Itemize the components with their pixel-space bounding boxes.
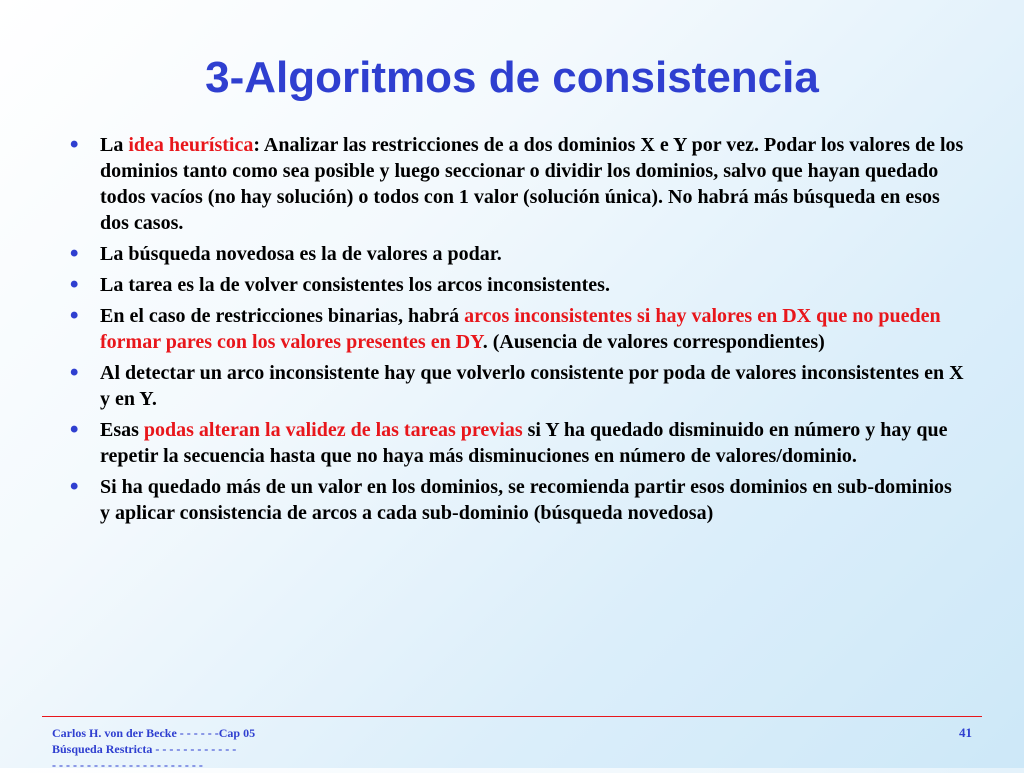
bullet-text: En el caso de restricciones binarias, habrá: [100, 305, 465, 327]
footer-line-2: Búsqueda Restricta - - - - - - - - - - - -: [52, 742, 237, 756]
bullet-item: [70, 417, 965, 469]
footer-credits: [52, 725, 382, 773]
bullet-dot-icon: •: [70, 359, 79, 386]
footer-line-1: Carlos H. von der Becke - - - - - -Cap 05: [52, 726, 256, 740]
footer-divider: [42, 716, 982, 717]
highlighted-text: podas alteran la validez de las tareas previas: [143, 419, 523, 441]
bullet-item: [70, 360, 965, 412]
bullet-dot-icon: •: [70, 271, 79, 298]
bullet-text: si Y ha quedado disminuido en número y hay que repetir la secuencia hasta que no haya más disminuciones en número de valores/dominio.: [100, 419, 948, 467]
bullet-dot-icon: •: [70, 240, 79, 267]
bullet-text: La tarea es la de volver consistentes los arcos inconsistentes.: [100, 274, 610, 296]
bullet-text: : Analizar las restricciones de a dos dominios X e Y por vez. Podar los valores de los dominios tanto como sea posible y luego seccionar o dividir los dominios, salvo que hayan quedado todos vacíos (no hay solución) o todos con 1 valor (solución única). No habrá más búsqueda en esos dos casos.: [100, 134, 964, 234]
bullet-item: [70, 303, 965, 355]
bullet-dot-icon: •: [70, 131, 79, 158]
bullet-text: La: [100, 134, 129, 156]
bullet-dot-icon: •: [70, 473, 79, 500]
bullet-item: [70, 241, 965, 267]
bullet-item: [70, 474, 965, 526]
bullet-text: La búsqueda novedosa es la de valores a podar.: [100, 243, 502, 265]
bullet-text: Si ha quedado más de un valor en los dominios, se recomienda partir esos dominios en sub-dominios y aplicar consistencia de arcos a cada sub-dominio (búsqueda novedosa): [100, 476, 952, 524]
slide-title: 3-Algoritmos de consistencia: [205, 53, 819, 102]
bullet-text: Al detectar un arco inconsistente hay que volverlo consistente por poda de valores inconsistentes en X y en Y.: [100, 362, 964, 410]
bullet-dot-icon: •: [70, 302, 79, 329]
bullet-item: [70, 272, 965, 298]
bullet-text: Esas: [100, 419, 144, 441]
bullet-item: [70, 132, 965, 236]
highlighted-text: arcos inconsistentes si hay valores en DX que no pueden formar pares con los valores presentes en DY: [100, 305, 941, 353]
page-number: 41: [959, 725, 972, 740]
bullet-text: . (Ausencia de valores correspondientes): [482, 331, 825, 353]
bullet-list: [70, 132, 965, 531]
highlighted-text: idea heurística: [128, 134, 254, 156]
footer-line-3: - - - - - - - - - - - - - - - - - - - - - -: [52, 758, 203, 772]
bullet-dot-icon: •: [70, 416, 79, 443]
